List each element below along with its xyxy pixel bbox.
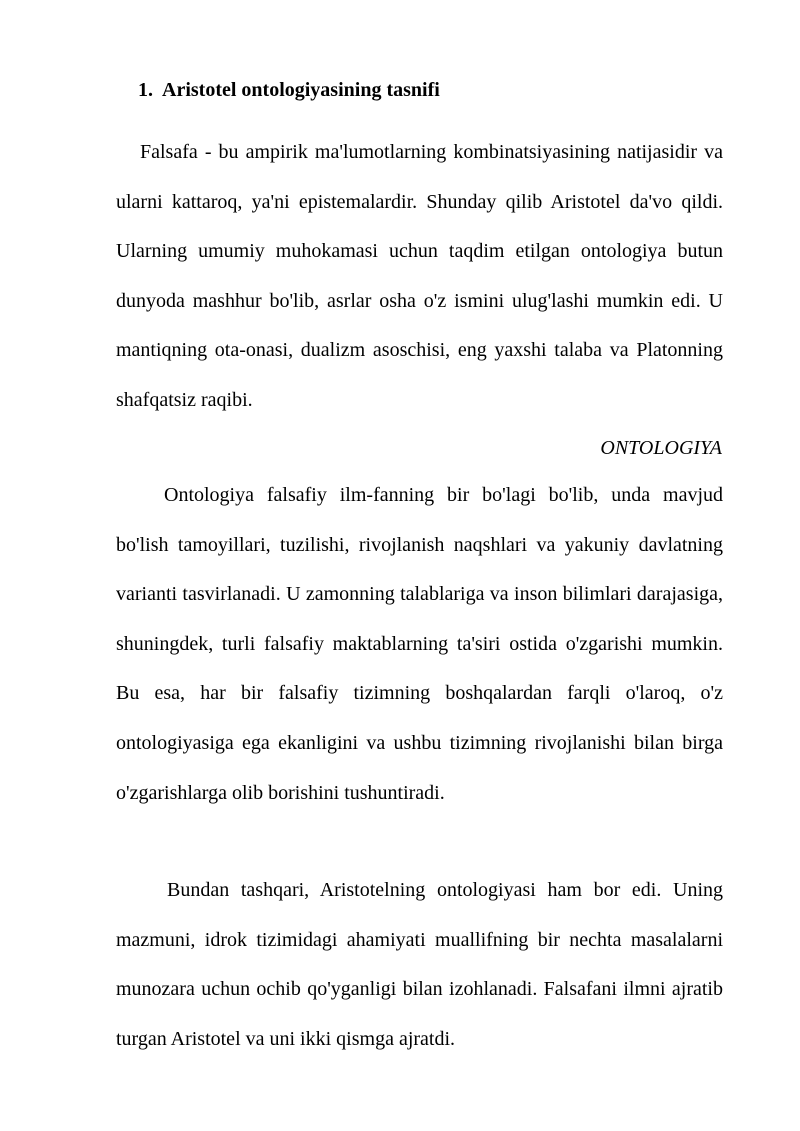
paragraph-ontology-definition: Ontologiya falsafiy ilm-fanning bir bo'lagi bo'lib, unda mavjud bo'lish tamoyillari, tuzilishi, rivojlanish naqshlari va yakuniy davlatning varianti tasvirlanadi. U zamonning talablariga va inson bilimlari darajasiga, shuningdek, turli falsafiy maktablarning ta'siri ostida o'zgarishi mumkin. Bu esa, har bir falsafiy tizimning boshqalardan farqli o'laroq, o'z ontologiyasiga ega ekanligini va ushbu tizimning rivojlanishi bilan birga o'zgarishlarga olib borishini tushuntiradi. — [116, 484, 723, 804]
section-heading — [138, 78, 440, 102]
heading-number: 1. — [138, 79, 153, 101]
paragraph-aristotle-ontology: Bundan tashqari, Aristotelning ontologiyasi ham bor edi. Uning mazmuni, idrok tizimidagi ahamiyati muallifning bir nechta masalalarni munozara uchun ochib qo'yganligi bilan izohlanadi. Falsafani ilmni ajratib turgan Aristotel va uni ikki qismga ajratdi. — [116, 879, 723, 1050]
subsection-title: ONTOLOGIYA — [600, 437, 722, 459]
paragraph-intro: Falsafa - bu ampirik ma'lumotlarning kombinatsiyasining natijasidir va ularni kattaroq, ya'ni epistemalardir. Shunday qilib Aristotel da'vo qildi. Ularning umumiy muhokamasi uchun taqdim etilgan ontologiya butun dunyoda mashhur bo'lib, asrlar osha o'z ismini ulug'lashi mumkin edi. U mantiqning ota-onasi, dualizm asoschisi, eng yaxshi talaba va Platonning shafqatsiz raqibi. — [116, 141, 723, 411]
heading-title: Aristotel ontologiyasining tasnifi — [162, 79, 440, 101]
